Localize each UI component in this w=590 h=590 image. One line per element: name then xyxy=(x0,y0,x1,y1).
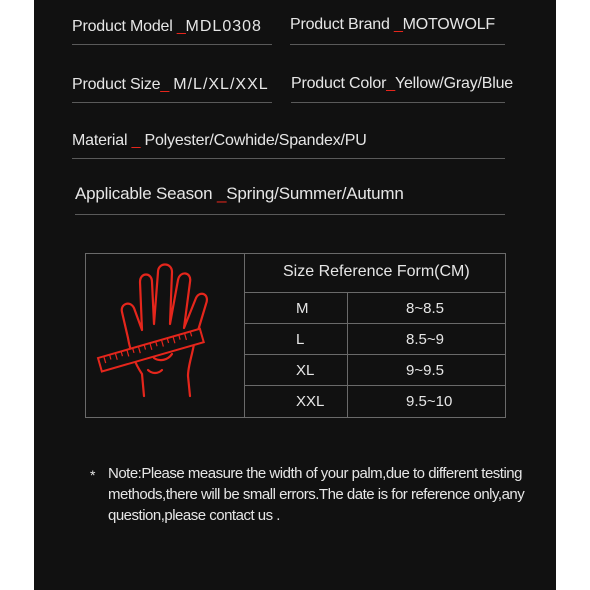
spec-color-underline xyxy=(291,102,505,103)
table-range-cell: 9.5~10 xyxy=(406,393,453,410)
spec-size xyxy=(72,76,269,94)
spec-season-label: Applicable Season xyxy=(75,184,213,203)
spec-size-marker: _ xyxy=(160,76,170,93)
table-size-cell: L xyxy=(296,331,305,348)
spec-brand-underline xyxy=(290,44,505,45)
spec-material xyxy=(72,132,367,150)
spec-season-marker: _ xyxy=(216,184,227,203)
spec-color-label: Product Color xyxy=(291,75,387,92)
spec-brand-label: Product Brand xyxy=(290,16,390,33)
table-range-cell: 9~9.5 xyxy=(406,362,444,379)
palm-crease xyxy=(148,370,162,373)
table-title: Size Reference Form(CM) xyxy=(283,263,470,280)
spec-color-value: Yellow/Gray/Blue xyxy=(394,75,513,92)
spec-size-label: Product Size xyxy=(72,76,161,93)
spec-material-underline xyxy=(72,158,505,159)
spec-model-label: Product Model xyxy=(72,18,173,35)
spec-material-label: Material xyxy=(72,132,128,149)
spec-material-value: Polyester/Cowhide/Spandex/PU xyxy=(144,132,367,149)
spec-model-underline xyxy=(72,44,272,45)
table-divider-row xyxy=(244,323,505,324)
table-divider-row xyxy=(244,385,505,386)
spec-season xyxy=(75,184,404,204)
note-line: methods,there will be small errors.The date is for reference only,any xyxy=(108,486,525,503)
spec-model-value: MDL0308 xyxy=(185,18,262,35)
spec-color xyxy=(291,75,513,93)
table-range-cell: 8.5~9 xyxy=(406,331,444,348)
spec-color-marker: _ xyxy=(386,75,395,92)
table-size-cell: XXL xyxy=(296,393,325,410)
spec-model xyxy=(72,18,262,36)
table-size-cell: XL xyxy=(296,362,315,379)
spec-material-marker: _ xyxy=(131,132,141,149)
table-size-cell: M xyxy=(296,300,309,317)
spec-brand xyxy=(290,16,495,34)
table-divider-row xyxy=(244,354,505,355)
spec-size-value: M/L/XL/XXL xyxy=(173,76,269,93)
note-line: Note:Please measure the width of your palm,due to different testing xyxy=(108,465,522,482)
spec-model-marker: _ xyxy=(176,18,186,35)
spec-season-value: Spring/Summer/Autumn xyxy=(226,184,404,203)
note-star: * xyxy=(90,467,96,483)
table-divider-header xyxy=(244,292,505,293)
note-line: question,please contact us . xyxy=(108,507,280,524)
spec-brand-marker: _ xyxy=(393,16,403,33)
spec-season-underline xyxy=(75,214,505,215)
ruler-icon xyxy=(98,329,204,372)
spec-brand-value: MOTOWOLF xyxy=(402,16,495,33)
hand-measure-icon xyxy=(92,262,240,402)
table-divider-hand xyxy=(244,254,245,417)
table-range-cell: 8~8.5 xyxy=(406,300,444,317)
spec-size-underline xyxy=(72,102,272,103)
